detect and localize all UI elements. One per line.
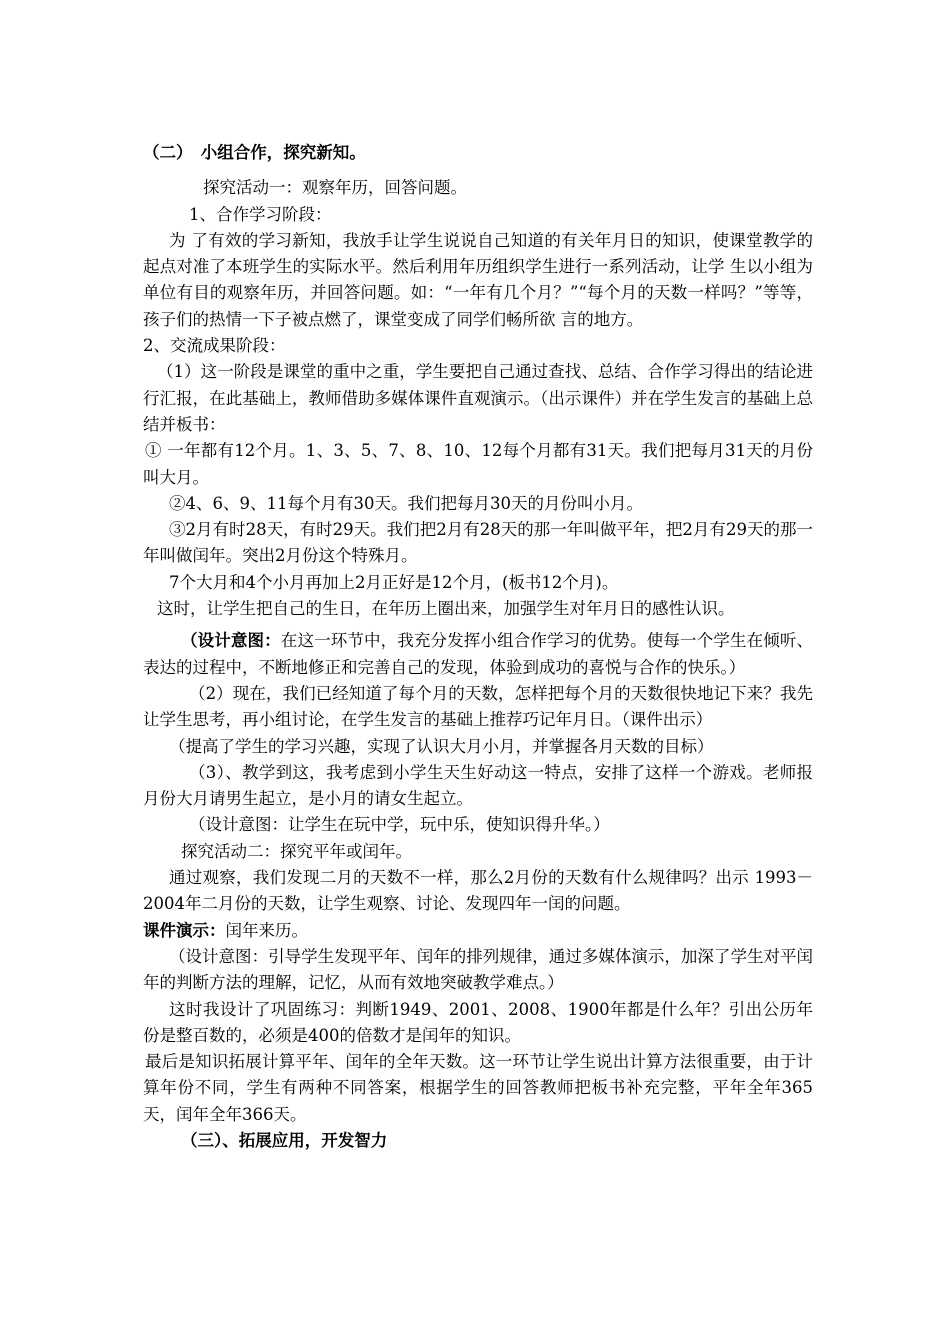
step-2-paragraph-1: （1）这一阶段是课堂的重中之重，学生要把自己通过查找、总结、合作学习得出的结论进行汇报，在此基础上，教师借助多媒体课件直观演示。（出示课件）并在学生发言的基础上总结并板书： — [143, 362, 813, 434]
step-2-title: 2、交流成果阶段： — [143, 336, 286, 356]
design-intent-3: （设计意图：引导学生发现平年、闰年的排列规律，通过多媒体演示，加深了学生对平闰年的判断方法的理解，记忆，从而有效地突破教学难点。） — [143, 946, 813, 993]
extension-paragraph: 最后是知识拓展计算平年、闰年的全年天数。这一环节让学生说出计算方法很重要，由于计算年份不同，学生有两种不同答案，根据学生的回答教师把板书补充完整，平年全年365天，闰年全年366天。 — [143, 1052, 813, 1124]
section-3-heading: （三）、拓展应用，开发智力 — [181, 1130, 388, 1150]
section-2-heading: （二） 小组合作，探究新知。 — [143, 143, 366, 162]
design-intent-1 — [143, 628, 813, 681]
birthday-paragraph: 这时，让学生把自己的生日，在年历上圈出来，加强学生对年月日的感性认识。 — [157, 599, 735, 619]
courseware-demo-label: 课件演示： — [143, 920, 226, 940]
courseware-demo-text: 闰年来历。 — [225, 920, 308, 940]
practice-paragraph: 这时我设计了巩固练习：判断1949、2001、2008、1900年都是什么年？引出公历年份是整百数的，必须是400的倍数才是闰年的知识。 — [143, 999, 813, 1045]
activity-2-paragraph: 通过观察，我们发现二月的天数不一样，那么2月份的天数有什么规律吗？出示 1993－2004年二月份的天数，让学生观察、讨论、发现四年一闰的问题。 — [143, 868, 813, 914]
activity-1-title: 探究活动一：观察年历，回答问题。 — [203, 178, 467, 198]
step-2-paragraph-2: （2）现在，我们已经知道了每个月的天数，怎样把每个月的天数很快地记下来？我先让学生思考，再小组讨论，在学生发言的基础上推荐巧记年月日。（课件出示） — [143, 683, 813, 730]
board-point-4: 7个大月和4个小月再加上2月正好是12个月，(板书12个月)。 — [169, 572, 619, 592]
step-2-note: （提高了学生的学习兴趣，实现了认识大月小月，并掌握各月天数的目标） — [169, 736, 714, 756]
courseware-demo — [143, 918, 813, 944]
activity-2-title: 探究活动二：探究平年或闰年。 — [181, 841, 412, 861]
document-page — [143, 140, 813, 1154]
step-2-paragraph-3: （3）、教学到这，我考虑到小学生天生好动这一特点，安排了这样一个游戏。老师报月份大月请男生起立，是小月的请女生起立。 — [143, 762, 813, 809]
design-intent-text: 在这一环节中，我充分发挥小组合作学习的优势。使每一个学生在倾听、表达的过程中，不断地修正和完善自己的发现，体验到成功的喜悦与合作的快乐。） — [143, 631, 814, 677]
step-1-title: 1、合作学习阶段： — [189, 204, 332, 224]
design-intent-label: （设计意图： — [181, 631, 281, 651]
board-point-2: ②4、6、9、11每个月有30天。我们把每月30天的月份叫小月。 — [169, 493, 643, 513]
board-point-3: ③2月有时28天，有时29天。我们把2月有28天的那一年叫做平年，把2月有29天的那一年叫做闰年。突出2月份这个特殊月。 — [143, 520, 813, 566]
step-1-paragraph: 为 了有效的学习新知，我放手让学生说说自己知道的有关年月日的知识，使课堂教学的起点对准了本班学生的实际水平。然后利用年历组织学生进行一系列活动，让学 生以小组为单位有目的观察年历，并回答问题。如：“一年有几个月？”“每个月的天数一样吗？”等等，孩子们的热情一下子被点燃了，课堂变成了同学们畅所欲 言的地方。 — [143, 230, 813, 329]
design-intent-2: （设计意图：让学生在玩中学，玩中乐，使知识得升华。） — [189, 815, 610, 835]
board-point-1: ① 一年都有12个月。1、3、5、7、8、10、12每个月都有31天。我们把每月31天的月份叫大月。 — [143, 441, 813, 487]
